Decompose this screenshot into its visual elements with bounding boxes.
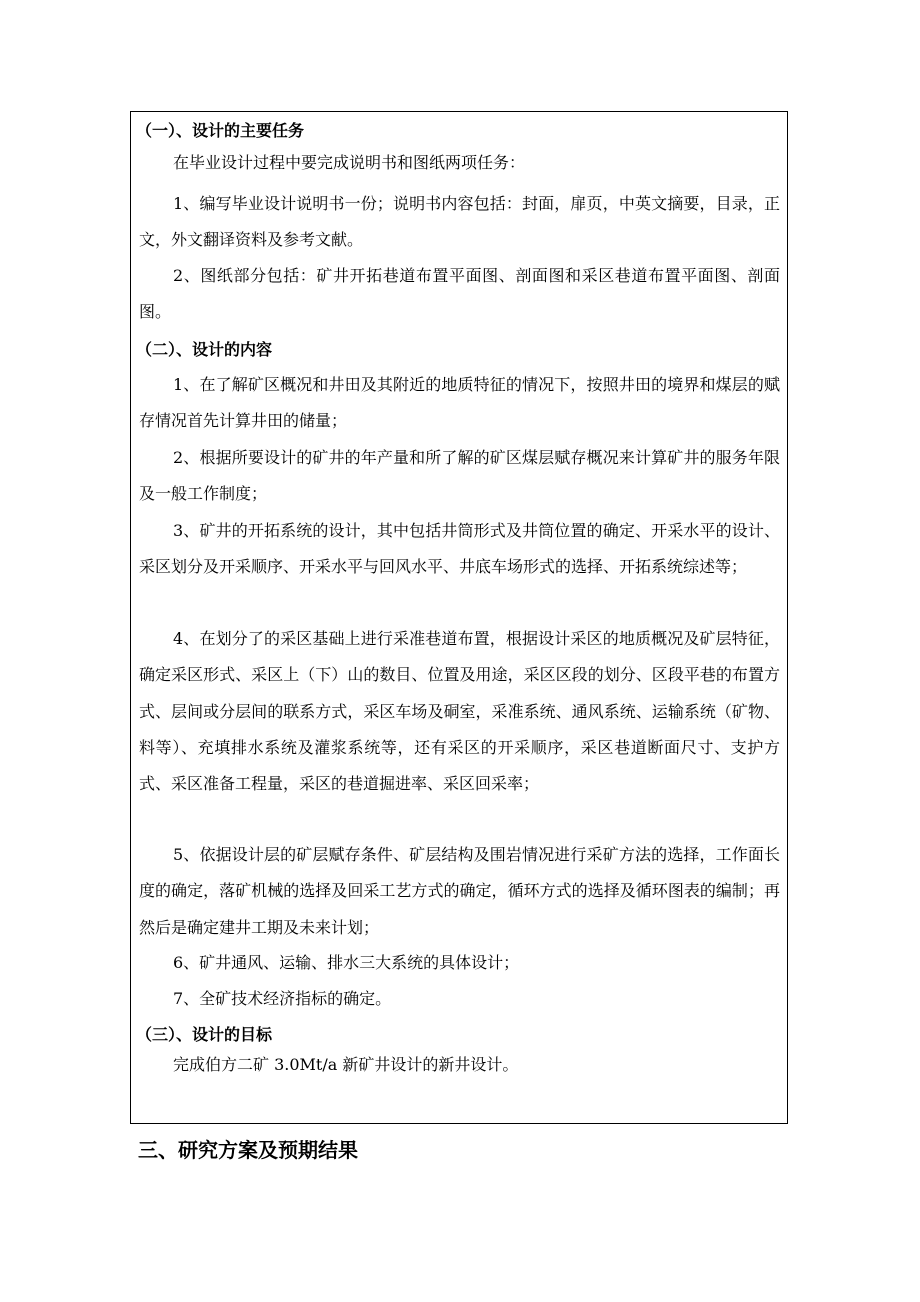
paragraph-goal: 完成伯方二矿 3.0Mt/a 新矿井设计的新井设计。	[173, 1055, 519, 1074]
heading-main-tasks: （一）、设计的主要任务	[136, 121, 305, 140]
paragraph-content-6: 6、矿井通风、运输、排水三大系统的具体设计；	[173, 953, 520, 972]
section-title: 三、研究方案及预期结果	[138, 1138, 358, 1162]
paragraph-content-2: 2、根据所要设计的矿井的年产量和所了解的矿区煤层赋存概况来计算矿井的服务年限及一般工作制度；	[139, 448, 780, 504]
paragraph-task-1: 1、编写毕业设计说明书一份；说明书内容包括：封面，扉页，中英文摘要，目录，正文，外文翻译资料及参考文献。	[139, 194, 780, 250]
heading-design-goal: （三）、设计的目标	[136, 1025, 273, 1044]
heading-design-content: （二）、设计的内容	[136, 340, 273, 359]
paragraph-content-4: 4、在划分了的采区基础上进行采准巷道布置，根据设计采区的地质概况及矿层特征，确定采区形式、采区上（下）山的数目、位置及用途，采区区段的划分、区段平巷的布置方式、层间或分层间的联系方式，采区车场及硐室，采准系统、通风系统、运输系统（矿物、料等）、充填排水系统及灌浆系统等，还有采区的开采顺序，采区巷道断面尺寸、支护方式、采区准备工程量，采区的巷道掘进率、采区回采率；	[139, 629, 780, 794]
paragraph-content-5: 5、依据设计层的矿层赋存条件、矿层结构及围岩情况进行采矿方法的选择，工作面长度的确定，落矿机械的选择及回采工艺方式的确定，循环方式的选择及循环图表的编制；再然后是确定建井工期及未来计划；	[139, 845, 780, 937]
paragraph-content-3: 3、矿井的开拓系统的设计，其中包括井筒形式及井筒位置的确定、开采水平的设计、采区划分及开采顺序、开采水平与回风水平、井底车场形式的选择、开拓系统综述等；	[139, 521, 780, 577]
paragraph-content-7: 7、全矿技术经济指标的确定。	[173, 989, 392, 1008]
paragraph-content-1: 1、在了解矿区概况和井田及其附近的地质特征的情况下，按照井田的境界和煤层的赋存情况首先计算井田的储量；	[139, 375, 780, 431]
paragraph-intro: 在毕业设计过程中要完成说明书和图纸两项任务：	[173, 153, 526, 172]
paragraph-task-2: 2、图纸部分包括：矿井开拓巷道布置平面图、剖面图和采区巷道布置平面图、剖面图。	[139, 266, 780, 322]
